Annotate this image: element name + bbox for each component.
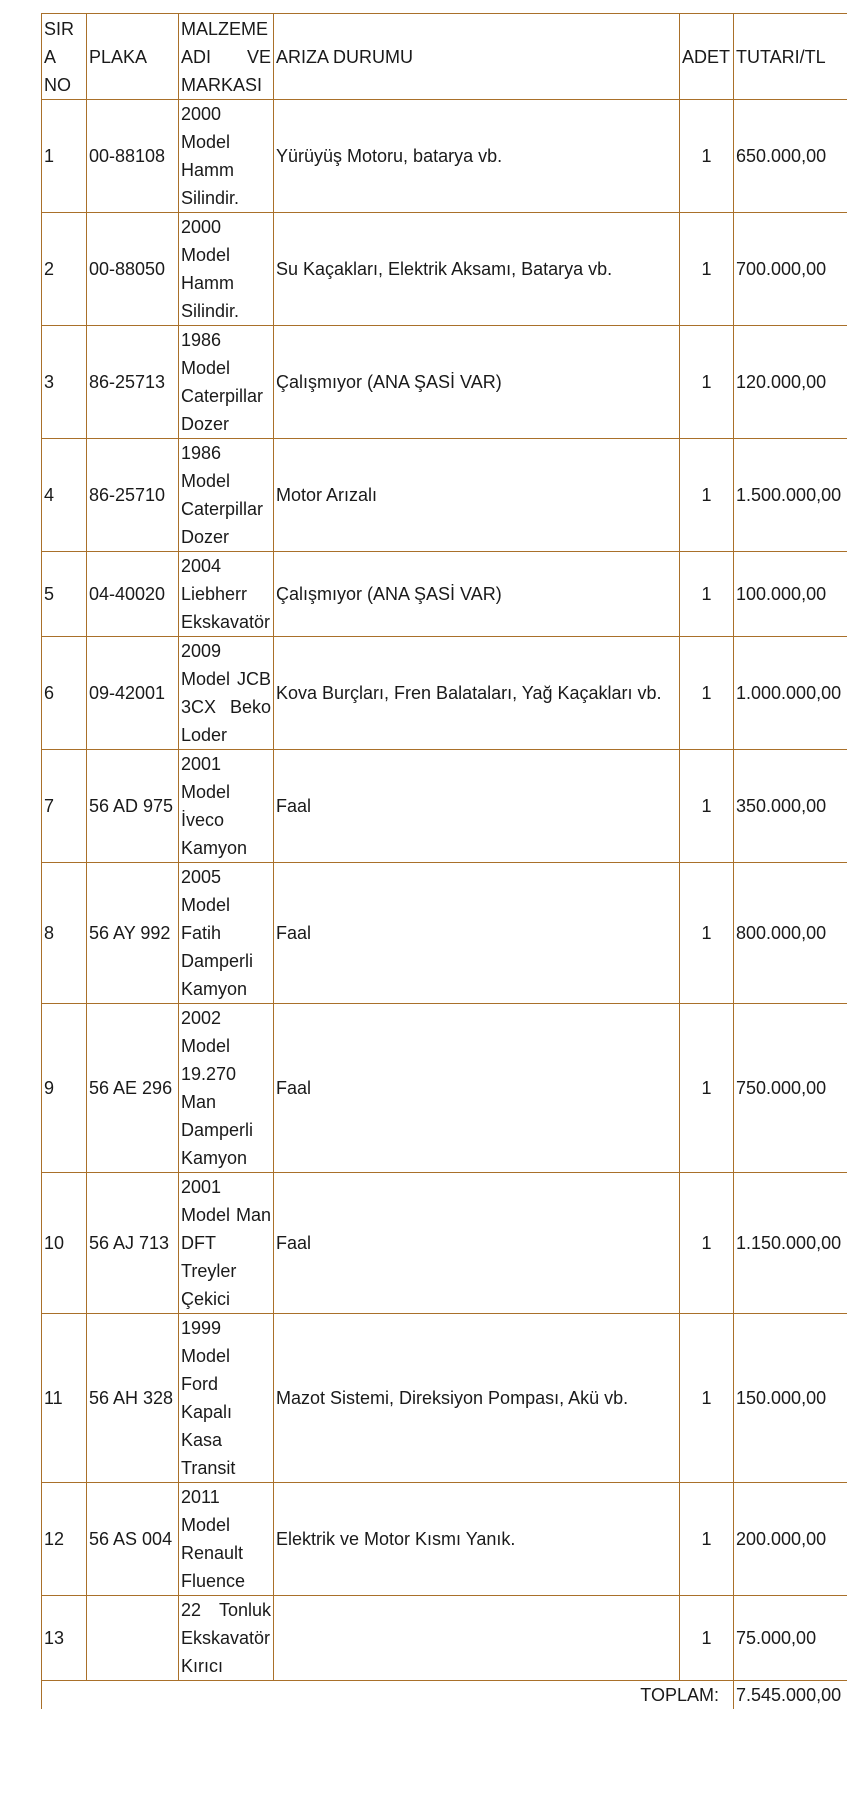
cell-plaka: 56 AY 992 <box>87 863 179 1004</box>
table-row <box>42 1483 847 1596</box>
cell-tutari: 1.150.000,00 <box>734 1173 847 1314</box>
cell-adet: 1 <box>680 1314 734 1483</box>
cell-malzeme: 2009 Model JCB 3CX Beko Loder <box>179 637 274 750</box>
cell-adet: 1 <box>680 100 734 213</box>
cell-malzeme: 2001 Model Man DFT Treyler Çekici <box>179 1173 274 1314</box>
cell-ariza-durumu: Faal <box>274 1173 680 1314</box>
cell-malzeme: 2000 Model Hamm Silindir. <box>179 100 274 213</box>
cell-malzeme: 1999 Model Ford Kapalı Kasa Transit <box>179 1314 274 1483</box>
vehicle-table-body <box>42 14 847 1710</box>
cell-plaka: 56 AJ 713 <box>87 1173 179 1314</box>
cell-tutari: 1.000.000,00 <box>734 637 847 750</box>
table-row <box>42 213 847 326</box>
table-row <box>42 100 847 213</box>
cell-ariza-durumu: Motor Arızalı <box>274 439 680 552</box>
table-row <box>42 439 847 552</box>
total-row <box>42 1681 847 1710</box>
cell-sira-no: 5 <box>42 552 87 637</box>
cell-plaka: 56 AH 328 <box>87 1314 179 1483</box>
cell-sira-no: 2 <box>42 213 87 326</box>
cell-plaka: 56 AS 004 <box>87 1483 179 1596</box>
cell-tutari: 750.000,00 <box>734 1004 847 1173</box>
cell-tutari: 120.000,00 <box>734 326 847 439</box>
table-header-row <box>42 14 847 100</box>
cell-adet: 1 <box>680 1596 734 1681</box>
cell-tutari: 650.000,00 <box>734 100 847 213</box>
header-plaka: PLAKA <box>87 14 179 100</box>
cell-sira-no: 8 <box>42 863 87 1004</box>
table-row <box>42 1173 847 1314</box>
cell-malzeme: 2002 Model 19.270 Man Damperli Kamyon <box>179 1004 274 1173</box>
cell-ariza-durumu <box>274 1596 680 1681</box>
cell-plaka: 86-25713 <box>87 326 179 439</box>
vehicle-table <box>41 13 847 1709</box>
cell-adet: 1 <box>680 1173 734 1314</box>
cell-sira-no: 3 <box>42 326 87 439</box>
table-row <box>42 1004 847 1173</box>
cell-sira-no: 6 <box>42 637 87 750</box>
cell-tutari: 350.000,00 <box>734 750 847 863</box>
cell-ariza-durumu: Yürüyüş Motoru, batarya vb. <box>274 100 680 213</box>
cell-malzeme: 2011 Model Renault Fluence <box>179 1483 274 1596</box>
cell-tutari: 100.000,00 <box>734 552 847 637</box>
cell-ariza-durumu: Faal <box>274 750 680 863</box>
cell-plaka: 09-42001 <box>87 637 179 750</box>
cell-ariza-durumu: Elektrik ve Motor Kısmı Yanık. <box>274 1483 680 1596</box>
cell-plaka <box>87 1596 179 1681</box>
table-row <box>42 863 847 1004</box>
header-ariza-durumu: ARIZA DURUMU <box>274 14 680 100</box>
cell-tutari: 700.000,00 <box>734 213 847 326</box>
table-row <box>42 637 847 750</box>
table-row <box>42 1314 847 1483</box>
cell-ariza-durumu: Kova Burçları, Fren Balataları, Yağ Kaçakları vb. <box>274 637 680 750</box>
total-value: 7.545.000,00 <box>734 1681 847 1710</box>
cell-plaka: 00-88108 <box>87 100 179 213</box>
cell-ariza-durumu: Çalışmıyor (ANA ŞASİ VAR) <box>274 552 680 637</box>
cell-tutari: 800.000,00 <box>734 863 847 1004</box>
table-row <box>42 326 847 439</box>
cell-sira-no: 1 <box>42 100 87 213</box>
total-label: TOPLAM: <box>42 1681 734 1710</box>
header-tutari: TUTARI/TL <box>734 14 847 100</box>
cell-sira-no: 12 <box>42 1483 87 1596</box>
table-row <box>42 1596 847 1681</box>
cell-adet: 1 <box>680 1483 734 1596</box>
cell-malzeme: 22 Tonluk Ekskavatör Kırıcı <box>179 1596 274 1681</box>
cell-sira-no: 4 <box>42 439 87 552</box>
cell-malzeme: 1986 Model Caterpillar Dozer <box>179 326 274 439</box>
cell-plaka: 00-88050 <box>87 213 179 326</box>
cell-plaka: 86-25710 <box>87 439 179 552</box>
cell-tutari: 150.000,00 <box>734 1314 847 1483</box>
table-row <box>42 750 847 863</box>
cell-ariza-durumu: Su Kaçakları, Elektrik Aksamı, Batarya vb. <box>274 213 680 326</box>
cell-adet: 1 <box>680 326 734 439</box>
cell-adet: 1 <box>680 439 734 552</box>
cell-malzeme: 2004 Liebherr Ekskavatör <box>179 552 274 637</box>
cell-plaka: 56 AD 975 <box>87 750 179 863</box>
cell-adet: 1 <box>680 637 734 750</box>
cell-adet: 1 <box>680 552 734 637</box>
cell-sira-no: 9 <box>42 1004 87 1173</box>
cell-ariza-durumu: Faal <box>274 863 680 1004</box>
table-row <box>42 552 847 637</box>
cell-adet: 1 <box>680 863 734 1004</box>
cell-tutari: 1.500.000,00 <box>734 439 847 552</box>
vehicle-list-page <box>41 13 847 1709</box>
cell-ariza-durumu: Faal <box>274 1004 680 1173</box>
cell-sira-no: 13 <box>42 1596 87 1681</box>
cell-malzeme: 2000 Model Hamm Silindir. <box>179 213 274 326</box>
cell-malzeme: 2001 Model İveco Kamyon <box>179 750 274 863</box>
cell-adet: 1 <box>680 750 734 863</box>
cell-tutari: 200.000,00 <box>734 1483 847 1596</box>
cell-adet: 1 <box>680 1004 734 1173</box>
header-adet: ADET <box>680 14 734 100</box>
cell-malzeme: 2005 Model Fatih Damperli Kamyon <box>179 863 274 1004</box>
cell-sira-no: 7 <box>42 750 87 863</box>
cell-ariza-durumu: Çalışmıyor (ANA ŞASİ VAR) <box>274 326 680 439</box>
cell-ariza-durumu: Mazot Sistemi, Direksiyon Pompası, Akü vb. <box>274 1314 680 1483</box>
header-malzeme: MALZEME ADI VE MARKASI <box>179 14 274 100</box>
cell-malzeme: 1986 Model Caterpillar Dozer <box>179 439 274 552</box>
cell-adet: 1 <box>680 213 734 326</box>
cell-plaka: 56 AE 296 <box>87 1004 179 1173</box>
header-sira-no: SIRA NO <box>42 14 87 100</box>
cell-sira-no: 11 <box>42 1314 87 1483</box>
cell-plaka: 04-40020 <box>87 552 179 637</box>
cell-tutari: 75.000,00 <box>734 1596 847 1681</box>
cell-sira-no: 10 <box>42 1173 87 1314</box>
